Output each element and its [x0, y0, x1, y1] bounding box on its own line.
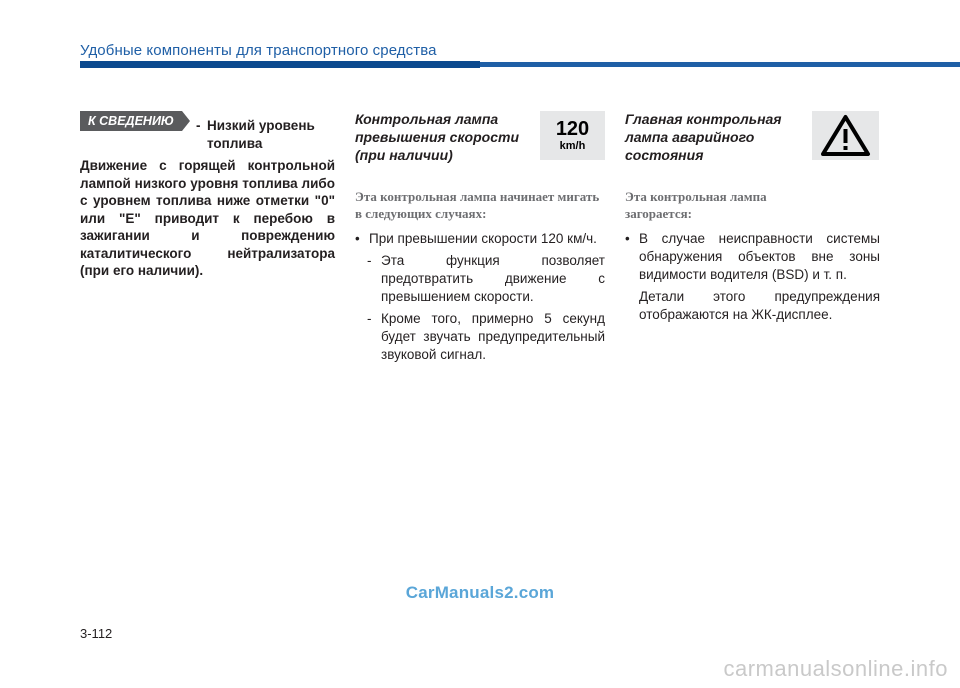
sub-mark: - — [367, 311, 372, 326]
bullet-mark: • — [625, 231, 630, 246]
note-badge-label: К СВЕДЕНИЮ — [88, 114, 174, 128]
bullet-mark: • — [355, 231, 360, 246]
low-fuel-note-text: Движение с горящей контрольной лампой низкого уровня топлива либо с уровнем топлива ниже отметки "0" или "E" приводит к перебою в зажигании и повреждению каталитического нейтрализатора (при его наличии). — [80, 158, 335, 278]
warning-triangle-icon — [812, 111, 879, 160]
speed-warning-lead: Эта контрольная лампа начинает мигать в следующих случаях: — [355, 189, 600, 221]
note-badge-wrap — [80, 111, 182, 131]
speed-indicator-icon — [540, 111, 605, 160]
section-header-title: Удобные компоненты для транспортного средства — [80, 42, 437, 59]
master-warning-bullet — [625, 230, 880, 284]
note-badge — [80, 111, 182, 131]
low-fuel-heading — [196, 117, 335, 153]
master-warning-bullet-text: В случае неисправности системы обнаружения объектов вне зоны видимости водителя (BSD) и т. п. — [639, 231, 880, 282]
speed-indicator-unit: km/h — [559, 140, 586, 152]
low-fuel-text: Низкий уровень топлива — [207, 118, 315, 151]
note-badge-arrow — [182, 111, 190, 131]
sub-mark: - — [367, 253, 372, 268]
speed-warning-title: Контрольная лампа превышения скорости (при наличии) — [355, 111, 520, 163]
master-warning-title: Главная контрольная лампа аварийного состояния — [625, 111, 782, 163]
watermark: CarManuals2.com — [405, 583, 555, 602]
speed-warning-sub1-text: Эта функция позволяет предотвратить движение с превышением скорости. — [381, 253, 605, 304]
speed-warning-bullet — [355, 230, 605, 248]
master-warning-lead: Эта контрольная лампа загорается: — [625, 189, 767, 221]
footer-site-watermark: carmanualsonline.info — [723, 656, 948, 681]
speed-warning-sub-item — [367, 252, 605, 306]
page-number: 3-112 — [80, 626, 113, 641]
speed-warning-sub2-text: Кроме того, примерно 5 секунд будет звучать предупредительный звуковой сигнал. — [381, 311, 605, 362]
master-warning-icon-box — [812, 111, 879, 160]
speed-warning-bullet-text: При превышении скорости 120 км/ч. — [369, 231, 597, 246]
low-fuel-dash: - — [196, 118, 201, 133]
speed-warning-subitems — [367, 252, 605, 364]
header-rule-accent — [80, 61, 480, 68]
speed-indicator-number: 120 — [555, 118, 590, 140]
master-warning-note: Детали этого предупреждения отображаются на ЖК-дисплее. — [639, 289, 880, 322]
speed-warning-sub-item — [367, 310, 605, 364]
